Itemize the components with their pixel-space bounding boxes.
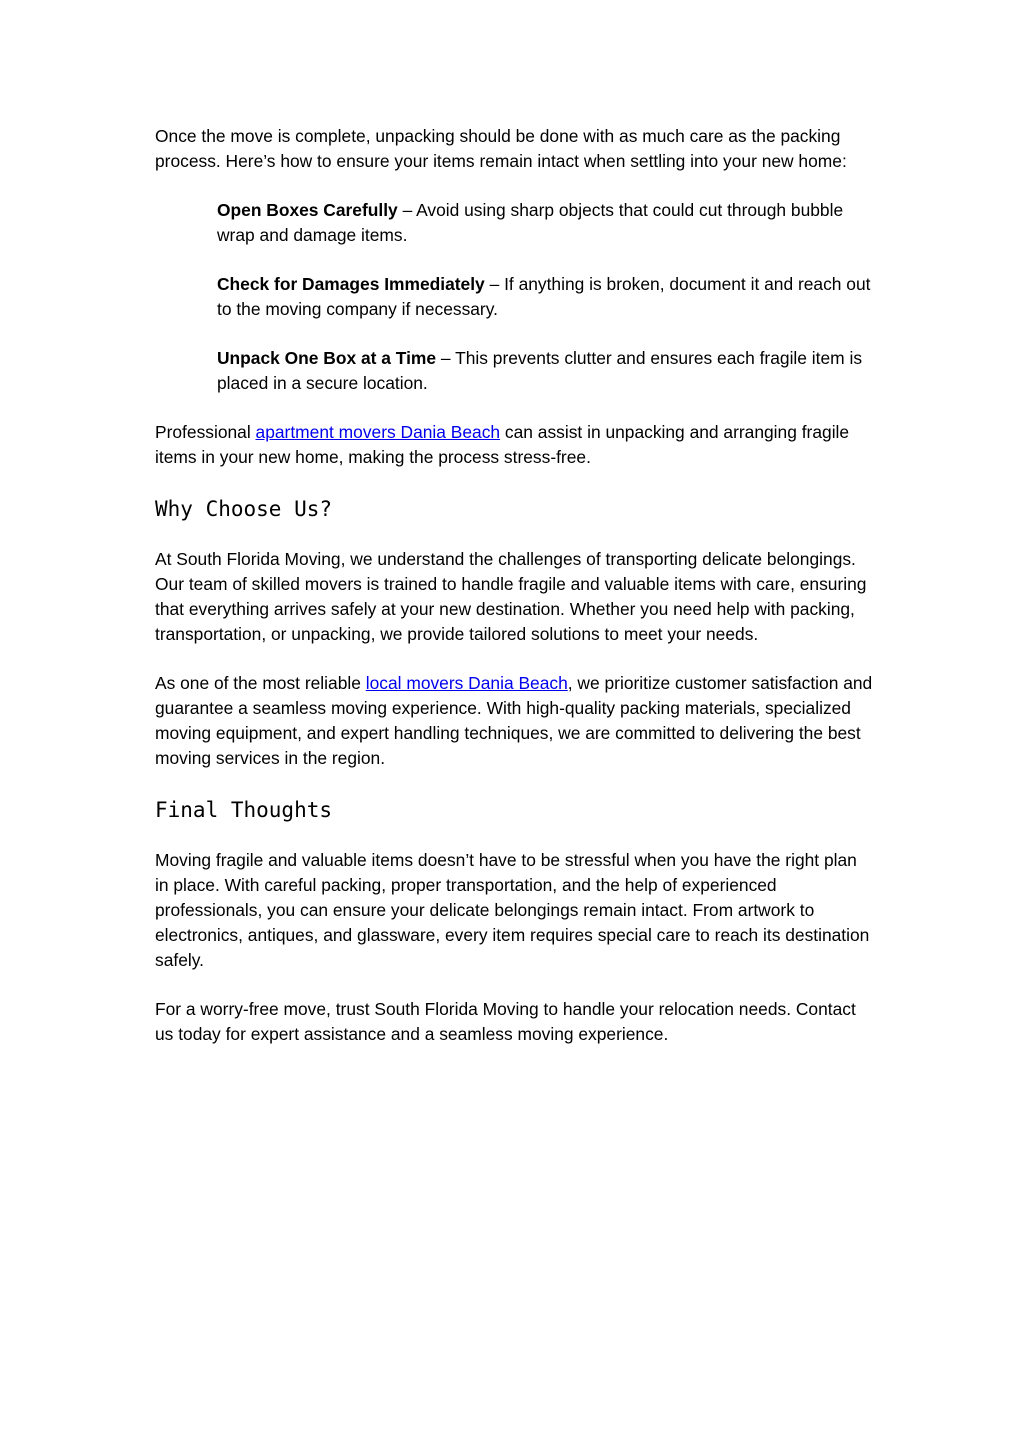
intro-paragraph: Once the move is complete, unpacking should be done with as much care as the packing process. Here’s how to ensure your items remain intact when settling into your new home: <box>155 126 847 171</box>
paragraph-text: can assist in unpacking and arranging fragile items in your new home, making the process stress-free. <box>155 422 850 467</box>
closing-paragraph: For a worry-free move, trust South Florida Moving to handle your relocation needs. Contact us today for expert assistance and a seamless moving experience. <box>155 999 856 1044</box>
local-movers-link[interactable]: local movers Dania Beach <box>365 673 568 693</box>
about-paragraph: At South Florida Moving, we understand the challenges of transporting delicate belongings. Our team of skilled movers is trained to handle fragile and valuable items with care, ensuring that everything arrives safely at your new destination. Whether you need help with packing, transportation, or unpacking, we provide tailored solutions to meet your needs. <box>155 549 867 644</box>
list-item-text: – Avoid using sharp objects that could cut through bubble wrap and damage items. <box>217 200 844 245</box>
paragraph-text: As one of the most reliable <box>155 673 366 693</box>
list-item-term: Unpack One Box at a Time <box>217 348 437 368</box>
document-page <box>155 124 875 1071</box>
list-item-term: Check for Damages Immediately <box>217 274 485 294</box>
list-item-check-damages <box>217 272 875 322</box>
list-item-text: – If anything is broken, document it and reach out to the moving company if necessary. <box>217 274 871 319</box>
paragraph-text: , we prioritize customer satisfaction and guarantee a seamless moving experience. With high-quality packing materials, specialized moving equipment, and expert handling techniques, we are committed to delivering the best moving services in the region. <box>155 673 873 768</box>
why-choose-us-heading: Why Choose Us? <box>155 497 333 521</box>
paragraph-text: Professional <box>155 422 256 442</box>
list-item-text: – This prevents clutter and ensures each fragile item is placed in a secure location. <box>217 348 863 393</box>
local-movers-paragraph <box>155 671 875 771</box>
list-item-unpack-one-box <box>217 346 875 396</box>
final-thoughts-heading: Final Thoughts <box>155 798 333 822</box>
final-thoughts-paragraph: Moving fragile and valuable items doesn’t have to be stressful when you have the right plan in place. With careful packing, proper transportation, and the help of experienced professionals, you can ensure your delicate belongings remain intact. From artwork to electronics, antiques, and glassware, every item requires special care to reach its destination safely. <box>155 850 870 970</box>
list-item-term: Open Boxes Carefully <box>217 200 398 220</box>
apartment-movers-paragraph <box>155 420 875 470</box>
list-item-open-boxes <box>217 198 875 248</box>
apartment-movers-link[interactable]: apartment movers Dania Beach <box>255 422 501 442</box>
